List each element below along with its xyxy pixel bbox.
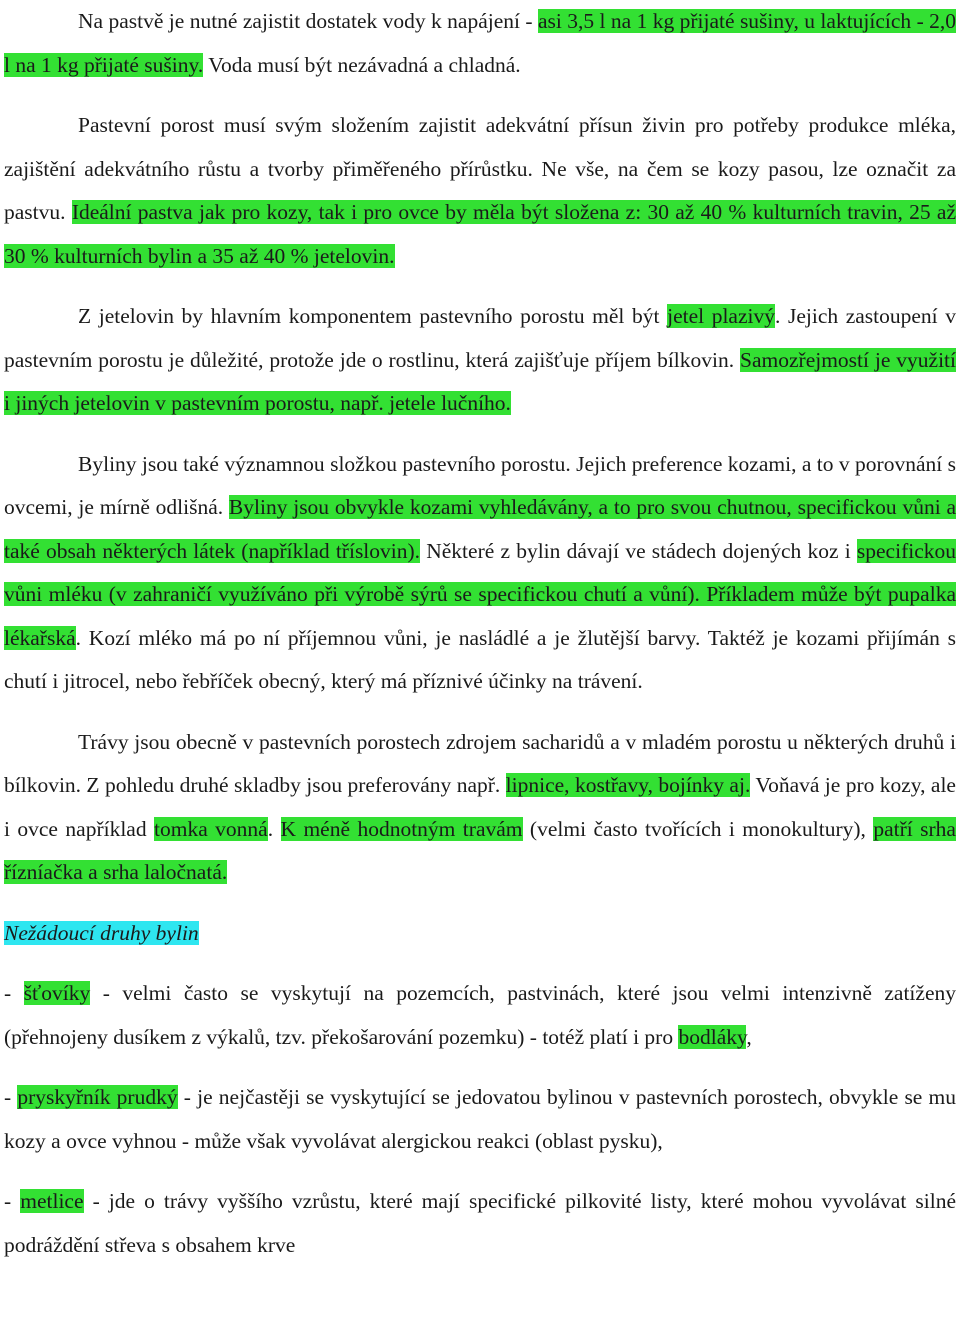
text-run: Voda musí být nezávadná a chladná. bbox=[203, 52, 521, 77]
list-item-sorrel bbox=[4, 972, 956, 1059]
highlighted-text: bodláky bbox=[678, 1024, 747, 1049]
highlighted-text: Samozřejmostí je využití i jiných jetelovin v pastevním porostu, např. jetele lučního. bbox=[4, 347, 956, 415]
text-run: Některé z bylin dávají ve stádech dojených koz i bbox=[420, 538, 857, 563]
highlighted-text: Nežádoucí druhy bylin bbox=[4, 920, 199, 945]
list-item-buttercup bbox=[4, 1076, 956, 1163]
highlighted-text: metlice bbox=[20, 1189, 84, 1213]
list-item-hairgrass bbox=[4, 1180, 956, 1267]
text-run: . Jejich zastoupení v pastevním porostu je důležité, protože jde o rostlinu, která zajišťuje příjem bílkovin. bbox=[4, 304, 956, 372]
text-run: - velmi často se vyskytují na pozemcích, pastvinách, které jsou velmi intenzivně zatíženy (přehnojeny dusíkem z výkalů, tzv. překošarování pozemku) - totéž platí i pro bbox=[4, 981, 956, 1049]
text-run: Na pastvě je nutné zajistit dostatek vody k napájení - bbox=[78, 9, 538, 33]
paragraph-grasses bbox=[4, 721, 956, 895]
text-run: - je nejčastěji se vyskytující se jedovatou bylinou v pastevních porostech, obvykle se mu kozy a ovce vyhnou - může však vyvolávat alergickou reakci (oblast pysku), bbox=[4, 1085, 956, 1153]
text-run: - jde o trávy vyššího vzrůstu, které mají specifické pilkovité listy, které mohou vyvolávat silné podráždění střeva s obsahem krve bbox=[4, 1189, 956, 1257]
highlighted-text: tomka vonná bbox=[154, 816, 268, 841]
highlighted-text: Byliny jsou obvykle kozami vyhledávány, a to pro svou chutnou, specifickou vůni a také obsah některých látek (například tříslovin). bbox=[4, 495, 956, 563]
text-run: Voňavá je pro kozy, ale i ovce například bbox=[4, 773, 956, 841]
highlighted-text: šťovíky bbox=[23, 981, 91, 1005]
paragraph-clover bbox=[4, 295, 956, 426]
paragraph-water bbox=[4, 0, 956, 87]
highlighted-text: Ideální pastva jak pro kozy, tak i pro ovce by měla být složena z: 30 až 40 % kulturních travin, 25 až 30 % kulturních bylin a 35 až 40 % jetelovin. bbox=[4, 200, 956, 268]
highlighted-text: asi 3,5 l na 1 kg přijaté sušiny, u laktujících - 2,0 l na 1 kg přijaté sušiny. bbox=[4, 9, 957, 77]
highlighted-text: pryskyřník prudký bbox=[17, 1085, 178, 1109]
text-run: , bbox=[746, 1024, 752, 1049]
paragraph-pasture-composition bbox=[4, 104, 956, 278]
highlighted-text: specifickou vůni mléku (v zahraničí využíváno při výrobě sýrů se specifickou chutí a vůní). Příkladem může být pupalka lékařská bbox=[4, 538, 956, 650]
section-heading-undesirable-herbs bbox=[4, 912, 956, 956]
highlighted-text: K méně hodnotným travám bbox=[280, 816, 523, 841]
text-run: - bbox=[4, 1189, 21, 1213]
text-run: Pastevní porost musí svým složením zajistit adekvátní přísun živin pro potřeby produkce mléka, zajištění adekvátního růstu a tvorby přiměřeného přírůstku. Ne vše, na čem se kozy pasou, lze označit za pastvu. bbox=[4, 113, 956, 224]
text-run: - bbox=[4, 1085, 18, 1109]
paragraph-herbs bbox=[4, 443, 956, 704]
text-run: Byliny jsou také významnou složkou pastevního porostu. Jejich preference kozami, a to v porovnání s ovcemi, je mírně odlišná. bbox=[4, 451, 956, 519]
text-run: . Kozí mléko má po ní příjemnou vůni, je nasládlé a je žlutější barvy. Taktéž je kozami přijímán s chutí i jitrocel, nebo řebříček obecný, který má příznivé účinky na trávení. bbox=[4, 625, 956, 693]
highlighted-text: patří srha řízníačka a srha laločnatá. bbox=[4, 816, 956, 884]
text-run: Trávy jsou obecně v pastevních porostech zdrojem sacharidů a v mladém porostu u některých druhů i bílkovin. Z pohledu druhé skladby jsou preferovány např. bbox=[4, 729, 956, 797]
text-run: . bbox=[267, 816, 281, 841]
text-run: Z jetelovin by hlavním komponentem pastevního porostu měl být bbox=[78, 304, 668, 328]
text-run: (velmi často tvořících i monokultury), bbox=[522, 816, 874, 841]
highlighted-text: jetel plazivý bbox=[667, 304, 775, 328]
highlighted-text: lipnice, kostřavy, bojínky aj. bbox=[505, 773, 751, 797]
text-run: - bbox=[4, 981, 24, 1005]
